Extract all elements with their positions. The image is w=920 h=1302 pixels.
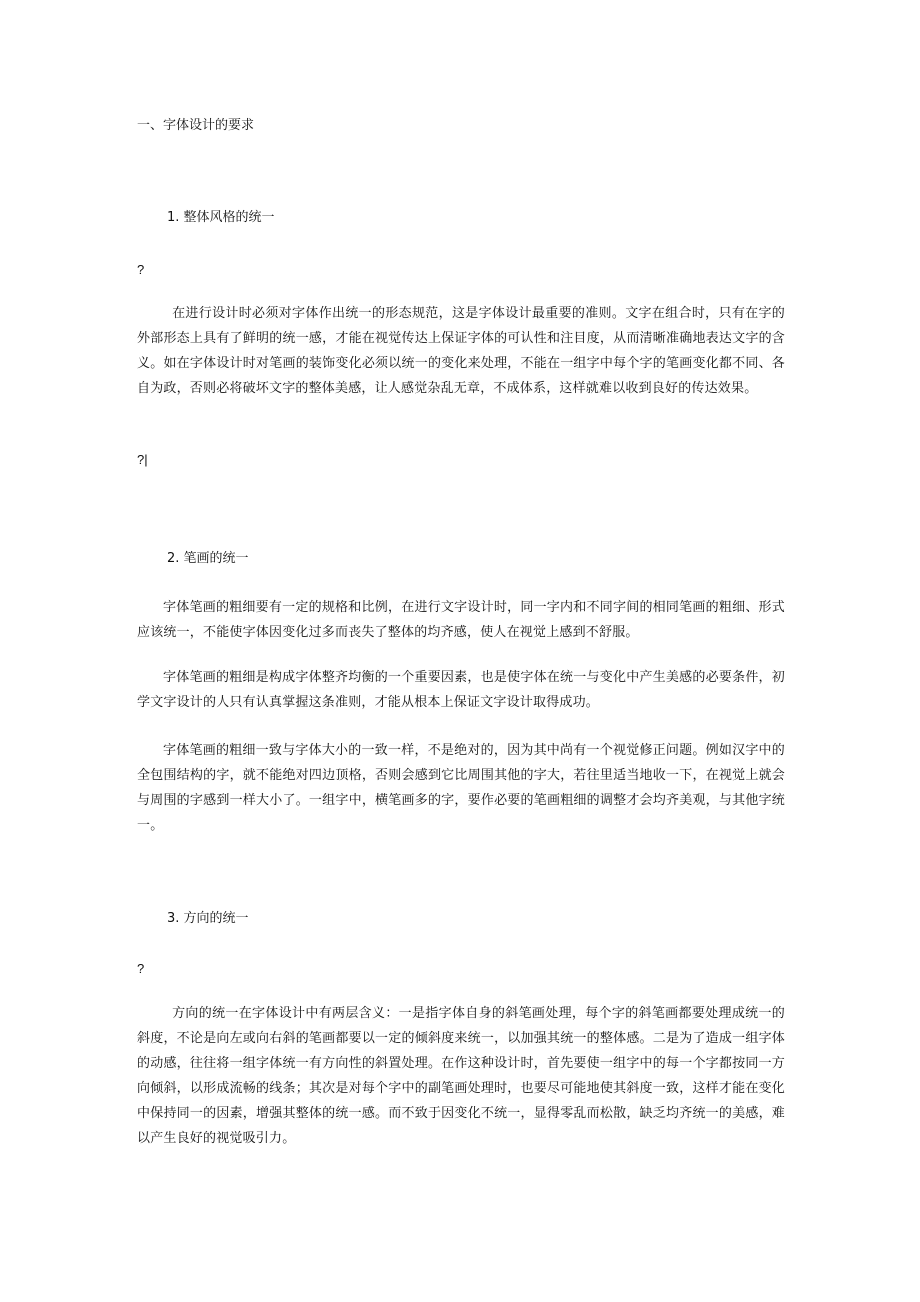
section-2-heading: 2. 笔画的统一	[167, 551, 249, 566]
section-1-paragraph: 在进行设计时必须对字体作出统一的形态规范，这是字体设计最重要的准则。文字在组合时，只有在字的外部形态上具有了鲜明的统一感，才能在视觉传达上保证字体的可认性和注目度，从而清晰准确地表达文字的含义。如在字体设计时对笔画的装饰变化必须以统一的变化来处理，不能在一组字中每个字的笔画变化都不同、各自为政，否则必将破坏文字的整体美感，让人感觉杂乱无章，不成体系，这样就难以收到良好的传达效果。	[137, 306, 785, 396]
document-title: 一、字体设计的要求	[137, 118, 255, 133]
section-1-mark: ?	[137, 262, 145, 277]
section-1-mark-after: ?|	[137, 452, 148, 467]
section-3-paragraph: 方向的统一在字体设计中有两层含义：一是指字体自身的斜笔画处理，每个字的斜笔画都要处理成统一的斜度，不论是向左或向右斜的笔画都要以一定的倾斜度来统一，以加强其统一的整体感。二是为了造成一组字体的动感，往往将一组字体统一有方向性的斜置处理。在作这种设计时，首先要使一组字中的每一个字都按同一方向倾斜，以形成流畅的线条；其次是对每个字中的副笔画处理时，也要尽可能地使其斜度一致，这样才能在变化中保持同一的因素，增强其整体的统一感。而不致于因变化不统一，显得零乱而松散，缺乏均齐统一的美感，难以产生良好的视觉吸引力。	[137, 1006, 785, 1146]
section-1-heading: 1. 整体风格的统一	[167, 210, 275, 225]
section-3-mark: ?	[137, 961, 145, 976]
section-2-paragraph-1: 字体笔画的粗细要有一定的规格和比例，在进行文字设计时，同一字内和不同字间的相同笔画的粗细、形式应该统一，不能使字体因变化过多而丧失了整体的均齐感，使人在视觉上感到不舒服。	[137, 600, 785, 640]
section-2-paragraph-2: 字体笔画的粗细是构成字体整齐均衡的一个重要因素，也是使字体在统一与变化中产生美感的必要条件，初学文字设计的人只有认真掌握这条准则，才能从根本上保证文字设计取得成功。	[137, 670, 785, 710]
section-3-heading: 3. 方向的统一	[167, 911, 249, 926]
section-2-paragraph-3: 字体笔画的粗细一致与字体大小的一致一样，不是绝对的，因为其中尚有一个视觉修正问题。例如汉字中的全包围结构的字，就不能绝对四边顶格，否则会感到它比周围其他的字大，若往里适当地收一下，在视觉上就会与周围的字感到一样大小了。一组字中，横笔画多的字，要作必要的笔画粗细的调整才会均齐美观，与其他字统一。	[137, 743, 785, 833]
